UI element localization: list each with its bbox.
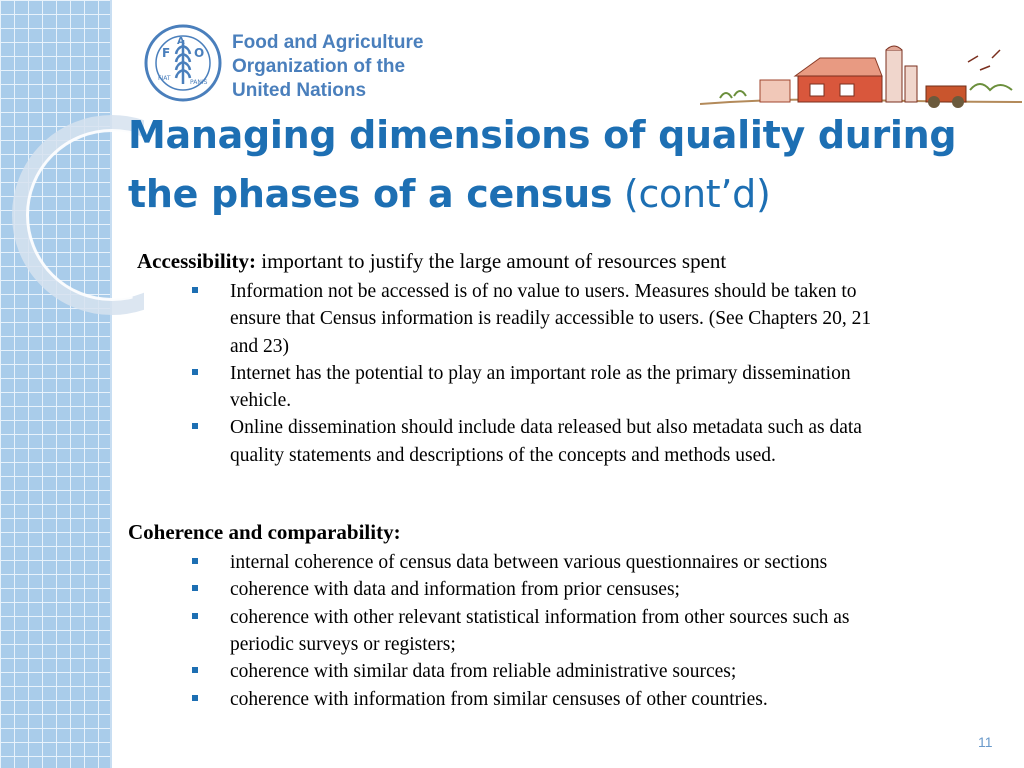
bullet-text: coherence with data and information from prior censuses; [230, 579, 680, 601]
square-bullet-icon [192, 667, 198, 673]
svg-text:PANIS: PANIS [190, 79, 208, 86]
bullet-text: coherence with other relevant statistical information from other sources such as periodic surveys or registers; [230, 606, 850, 655]
svg-text:O: O [194, 46, 205, 60]
bullet-text: coherence with information from similar censuses of other countries. [230, 688, 768, 710]
bullet-text: coherence with similar data from reliable administrative sources; [230, 661, 737, 683]
accessibility-bullet-list [128, 278, 998, 469]
fao-logo [144, 24, 222, 102]
list-item [128, 549, 890, 576]
bullet-text: Internet has the potential to play an important role as the primary dissemination vehicle. [230, 362, 851, 412]
title-contd: (cont’d) [623, 172, 771, 216]
list-item [128, 604, 890, 659]
list-item [128, 658, 890, 685]
coherence-heading: Coherence and comparability: [128, 520, 401, 545]
square-bullet-icon [192, 613, 198, 619]
bullet-text: Information not be accessed is of no value to users. Measures should be taken to ensure that Census information is readily accessible to users. (See Chapters 20, 21 and 23) [230, 281, 872, 357]
farm-illustration [700, 40, 1022, 112]
bullet-text: internal coherence of census data between various questionnaires or sections [230, 552, 828, 574]
accessibility-label: Accessibility: [137, 249, 256, 273]
title-line-2: the phases of a census [128, 172, 613, 216]
coherence-bullet-list [128, 549, 998, 713]
decorative-grid-strip [0, 0, 112, 768]
organization-name [232, 31, 423, 103]
bullet-text: Online dissemination should include data released but also metadata such as data quality statements and descriptions of the concepts and methods used. [230, 417, 862, 466]
org-name-line-2: Organization of the [232, 56, 406, 77]
svg-text:F: F [162, 46, 171, 60]
accessibility-lead [137, 246, 998, 276]
list-item [128, 278, 890, 360]
square-bullet-icon [192, 585, 198, 591]
svg-text:FIAT: FIAT [158, 75, 171, 82]
org-name-line-1: Food and Agriculture [232, 32, 424, 53]
org-name-line-3: United Nations [232, 80, 367, 101]
square-bullet-icon [192, 423, 198, 429]
list-item [128, 576, 890, 603]
list-item [128, 360, 890, 415]
list-item [128, 414, 890, 469]
page-number: 11 [978, 734, 993, 750]
square-bullet-icon [192, 695, 198, 701]
accessibility-text: important to justify the large amount of resources spent [261, 249, 727, 273]
title-line-1: Managing dimensions of quality during [128, 113, 957, 157]
coherence-section [128, 517, 998, 713]
slide-title [128, 106, 988, 224]
square-bullet-icon [192, 369, 198, 375]
slide-body [128, 246, 998, 713]
svg-text:A: A [177, 36, 185, 47]
square-bullet-icon [192, 287, 198, 293]
square-bullet-icon [192, 558, 198, 564]
list-item [128, 686, 890, 713]
